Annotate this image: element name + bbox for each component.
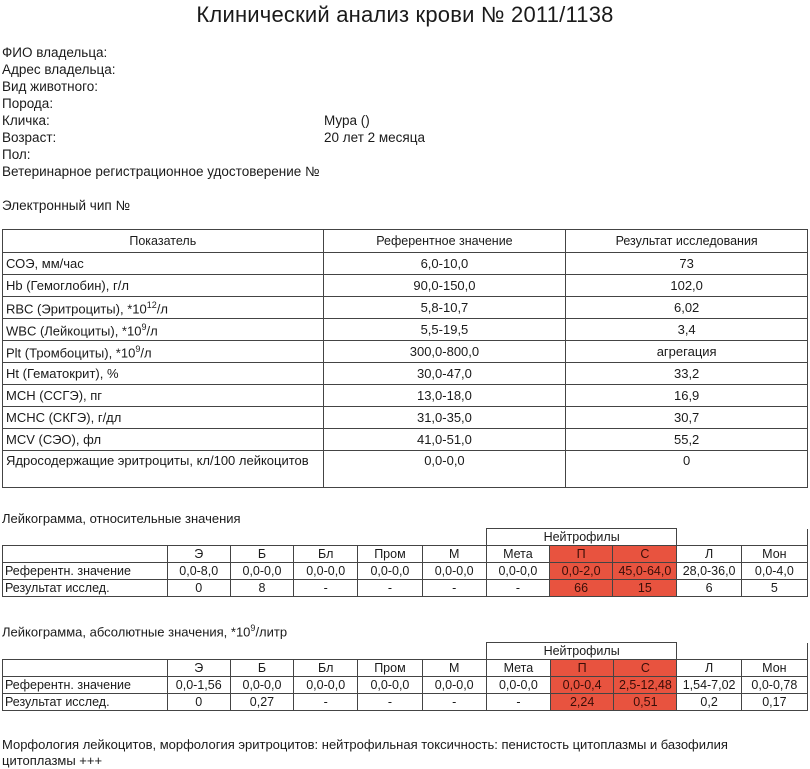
result-value: 102,0 xyxy=(566,275,808,297)
row-label: Референтн. значение xyxy=(3,563,168,580)
reference-value: 0,0-0,78 xyxy=(741,677,807,694)
row-label: Референтн. значение xyxy=(3,677,168,694)
reference-value: 0,0-0,0 xyxy=(323,451,566,488)
column-header: Пром xyxy=(358,660,422,677)
info-row-address xyxy=(2,61,522,78)
leukogram-relative-table xyxy=(2,528,808,597)
table-row xyxy=(3,275,808,297)
info-label: ФИО владельца: xyxy=(2,45,108,60)
info-label: Кличка: xyxy=(2,113,50,128)
indicator-name: Hb (Гемоглобин), г/л xyxy=(3,275,324,297)
reference-value: 0,0-0,0 xyxy=(294,563,358,580)
table-row xyxy=(3,429,808,451)
result-value: 2,24 xyxy=(551,694,614,711)
reference-value: 5,5-19,5 xyxy=(323,319,566,341)
reference-value: 28,0-36,0 xyxy=(677,563,741,580)
result-value: 6 xyxy=(677,580,741,597)
info-value: Мура () xyxy=(324,113,370,128)
reference-value: 6,0-10,0 xyxy=(323,253,566,275)
info-label: Электронный чип № xyxy=(2,198,130,213)
column-header: Бл xyxy=(294,546,358,563)
column-header: Л xyxy=(677,660,741,677)
info-row-breed xyxy=(2,95,522,112)
column-header: Бл xyxy=(294,660,358,677)
indicator-name: WBC (Лейкоциты), $*10^9/л$ xyxy=(3,319,324,341)
result-value: - xyxy=(486,580,549,597)
indicator-name: RBC (Эритроциты), $*10^{12}/л$ xyxy=(3,297,324,319)
table-row xyxy=(3,253,808,275)
column-header: Л xyxy=(677,546,741,563)
header-result: Результат исследования xyxy=(566,230,808,253)
info-label: Ветеринарное регистрационное удостоверение № xyxy=(2,164,320,179)
row-label: Результат исслед. xyxy=(3,580,168,597)
info-row-vet-certificate xyxy=(2,163,322,197)
reference-value: 0,0-0,0 xyxy=(230,677,293,694)
result-value: - xyxy=(422,580,486,597)
table-row xyxy=(3,319,808,341)
reference-value: 0,0-0,0 xyxy=(358,563,422,580)
indicator-name: МСН (ССГЭ), пг xyxy=(3,385,324,407)
column-header: Мон xyxy=(741,660,807,677)
info-label: Пол: xyxy=(2,147,31,162)
result-value: - xyxy=(422,694,486,711)
reference-value: 0,0-0,0 xyxy=(422,677,486,694)
corner-cell xyxy=(3,546,168,563)
result-value: - xyxy=(358,580,422,597)
info-row-species xyxy=(2,78,522,95)
table-row xyxy=(3,563,808,580)
info-row-age xyxy=(2,129,522,146)
result-value: 33,2 xyxy=(566,363,808,385)
reference-value: 0,0-0,0 xyxy=(230,563,293,580)
result-value: 0 xyxy=(167,694,230,711)
column-header: С xyxy=(613,546,677,563)
info-value: 20 лет 2 месяца xyxy=(324,130,425,145)
column-header: Э xyxy=(167,546,230,563)
reference-value: 0,0-0,4 xyxy=(551,677,614,694)
blank-cell xyxy=(3,529,487,546)
table-row xyxy=(3,407,808,429)
column-header: С xyxy=(614,660,677,677)
table-row xyxy=(3,580,808,597)
table-row xyxy=(3,341,808,363)
blank-cell xyxy=(3,643,487,660)
column-header: П xyxy=(551,660,614,677)
group-header-row xyxy=(3,529,808,546)
info-row-name xyxy=(2,112,522,129)
result-value: 0,17 xyxy=(741,694,807,711)
column-header-row xyxy=(3,546,808,563)
neutrophils-header: Нейтрофилы xyxy=(486,643,677,660)
reference-value: 0,0-0,0 xyxy=(358,677,422,694)
table-row xyxy=(3,363,808,385)
result-value: 0,27 xyxy=(230,694,293,711)
blood-test-table xyxy=(2,229,808,488)
info-label: Вид животного: xyxy=(2,79,99,94)
reference-value: 0,0-2,0 xyxy=(550,563,613,580)
result-value: - xyxy=(294,580,358,597)
info-label: Возраст: xyxy=(2,130,57,145)
column-header: Б xyxy=(230,546,293,563)
result-value: 6,02 xyxy=(566,297,808,319)
reference-value: 90,0-150,0 xyxy=(323,275,566,297)
result-value: 3,4 xyxy=(566,319,808,341)
result-value: 5 xyxy=(741,580,807,597)
table-row xyxy=(3,385,808,407)
reference-value: 1,54-7,02 xyxy=(677,677,741,694)
reference-value: 2,5-12,48 xyxy=(614,677,677,694)
column-header: Мон xyxy=(741,546,807,563)
reference-value: 0,0-0,0 xyxy=(486,563,549,580)
reference-value: 41,0-51,0 xyxy=(323,429,566,451)
header-indicator: Показатель xyxy=(3,230,324,253)
indicator-name: Ht (Гематокрит), % xyxy=(3,363,324,385)
indicator-name: MCV (СЭО), фл xyxy=(3,429,324,451)
page-title: Клинический анализ крови № 2011/1138 xyxy=(196,2,614,27)
result-value: агрегация xyxy=(566,341,808,363)
leukogram-absolute-table xyxy=(2,642,808,711)
reference-value: 45,0-64,0 xyxy=(613,563,677,580)
morphology-note: Морфология лейкоцитов, морфология эритроцитов: нейтрофильная токсичность: пенистость цитоплазмы и базофилия цитоплазмы +++ xyxy=(2,737,728,768)
reference-value: 0,0-8,0 xyxy=(167,563,230,580)
result-value: 16,9 xyxy=(566,385,808,407)
result-value: - xyxy=(486,694,550,711)
result-value: 8 xyxy=(230,580,293,597)
leukogram-relative-caption: Лейкограмма, относительные значения xyxy=(2,511,241,526)
blank-cell xyxy=(677,643,808,660)
indicator-name: Ядросодержащие эритроциты, кл/100 лейкоцитов xyxy=(3,451,324,488)
info-row-chip xyxy=(2,197,522,214)
column-header: Мета xyxy=(486,546,549,563)
blank-cell xyxy=(677,529,808,546)
reference-value: 31,0-35,0 xyxy=(323,407,566,429)
corner-cell xyxy=(3,660,168,677)
table-header-row xyxy=(3,230,808,253)
result-value: 0,51 xyxy=(614,694,677,711)
header-reference: Референтное значение xyxy=(323,230,566,253)
leukogram-absolute-caption: Лейкограмма, абсолютные значения, $*10^9$/литр xyxy=(2,623,288,640)
result-value: 0,2 xyxy=(677,694,741,711)
column-header: Мета xyxy=(486,660,550,677)
info-label: Порода: xyxy=(2,96,54,111)
reference-value: 300,0-800,0 xyxy=(323,341,566,363)
owner-info xyxy=(2,44,522,214)
result-value: 66 xyxy=(550,580,613,597)
table-row xyxy=(3,677,808,694)
result-value: 15 xyxy=(613,580,677,597)
column-header: Пром xyxy=(358,546,422,563)
info-row-owner xyxy=(2,44,522,61)
result-value: 55,2 xyxy=(566,429,808,451)
indicator-name: СОЭ, мм/час xyxy=(3,253,324,275)
result-value: 0 xyxy=(167,580,230,597)
reference-value: 5,8-10,7 xyxy=(323,297,566,319)
table-row xyxy=(3,694,808,711)
indicator-name: МСНС (СКГЭ), г/дл xyxy=(3,407,324,429)
column-header-row xyxy=(3,660,808,677)
result-value: 0 xyxy=(566,451,808,488)
column-header: П xyxy=(550,546,613,563)
table-row xyxy=(3,451,808,488)
group-header-row xyxy=(3,643,808,660)
info-label: Адрес владельца: xyxy=(2,62,116,77)
column-header: М xyxy=(422,546,486,563)
neutrophils-header: Нейтрофилы xyxy=(486,529,677,546)
result-value: 30,7 xyxy=(566,407,808,429)
column-header: Б xyxy=(230,660,293,677)
reference-value: 0,0-0,0 xyxy=(294,677,358,694)
info-row-sex xyxy=(2,146,522,163)
result-value: - xyxy=(358,694,422,711)
reference-value: 0,0-0,0 xyxy=(486,677,550,694)
row-label: Результат исслед. xyxy=(3,694,168,711)
reference-value: 0,0-0,0 xyxy=(422,563,486,580)
reference-value: 30,0-47,0 xyxy=(323,363,566,385)
reference-value: 13,0-18,0 xyxy=(323,385,566,407)
column-header: М xyxy=(422,660,486,677)
result-value: - xyxy=(294,694,358,711)
result-value: 73 xyxy=(566,253,808,275)
table-row xyxy=(3,297,808,319)
column-header: Э xyxy=(167,660,230,677)
reference-value: 0,0-4,0 xyxy=(741,563,807,580)
indicator-name: Plt (Тромбоциты), $*10^9/л$ xyxy=(3,341,324,363)
reference-value: 0,0-1,56 xyxy=(167,677,230,694)
